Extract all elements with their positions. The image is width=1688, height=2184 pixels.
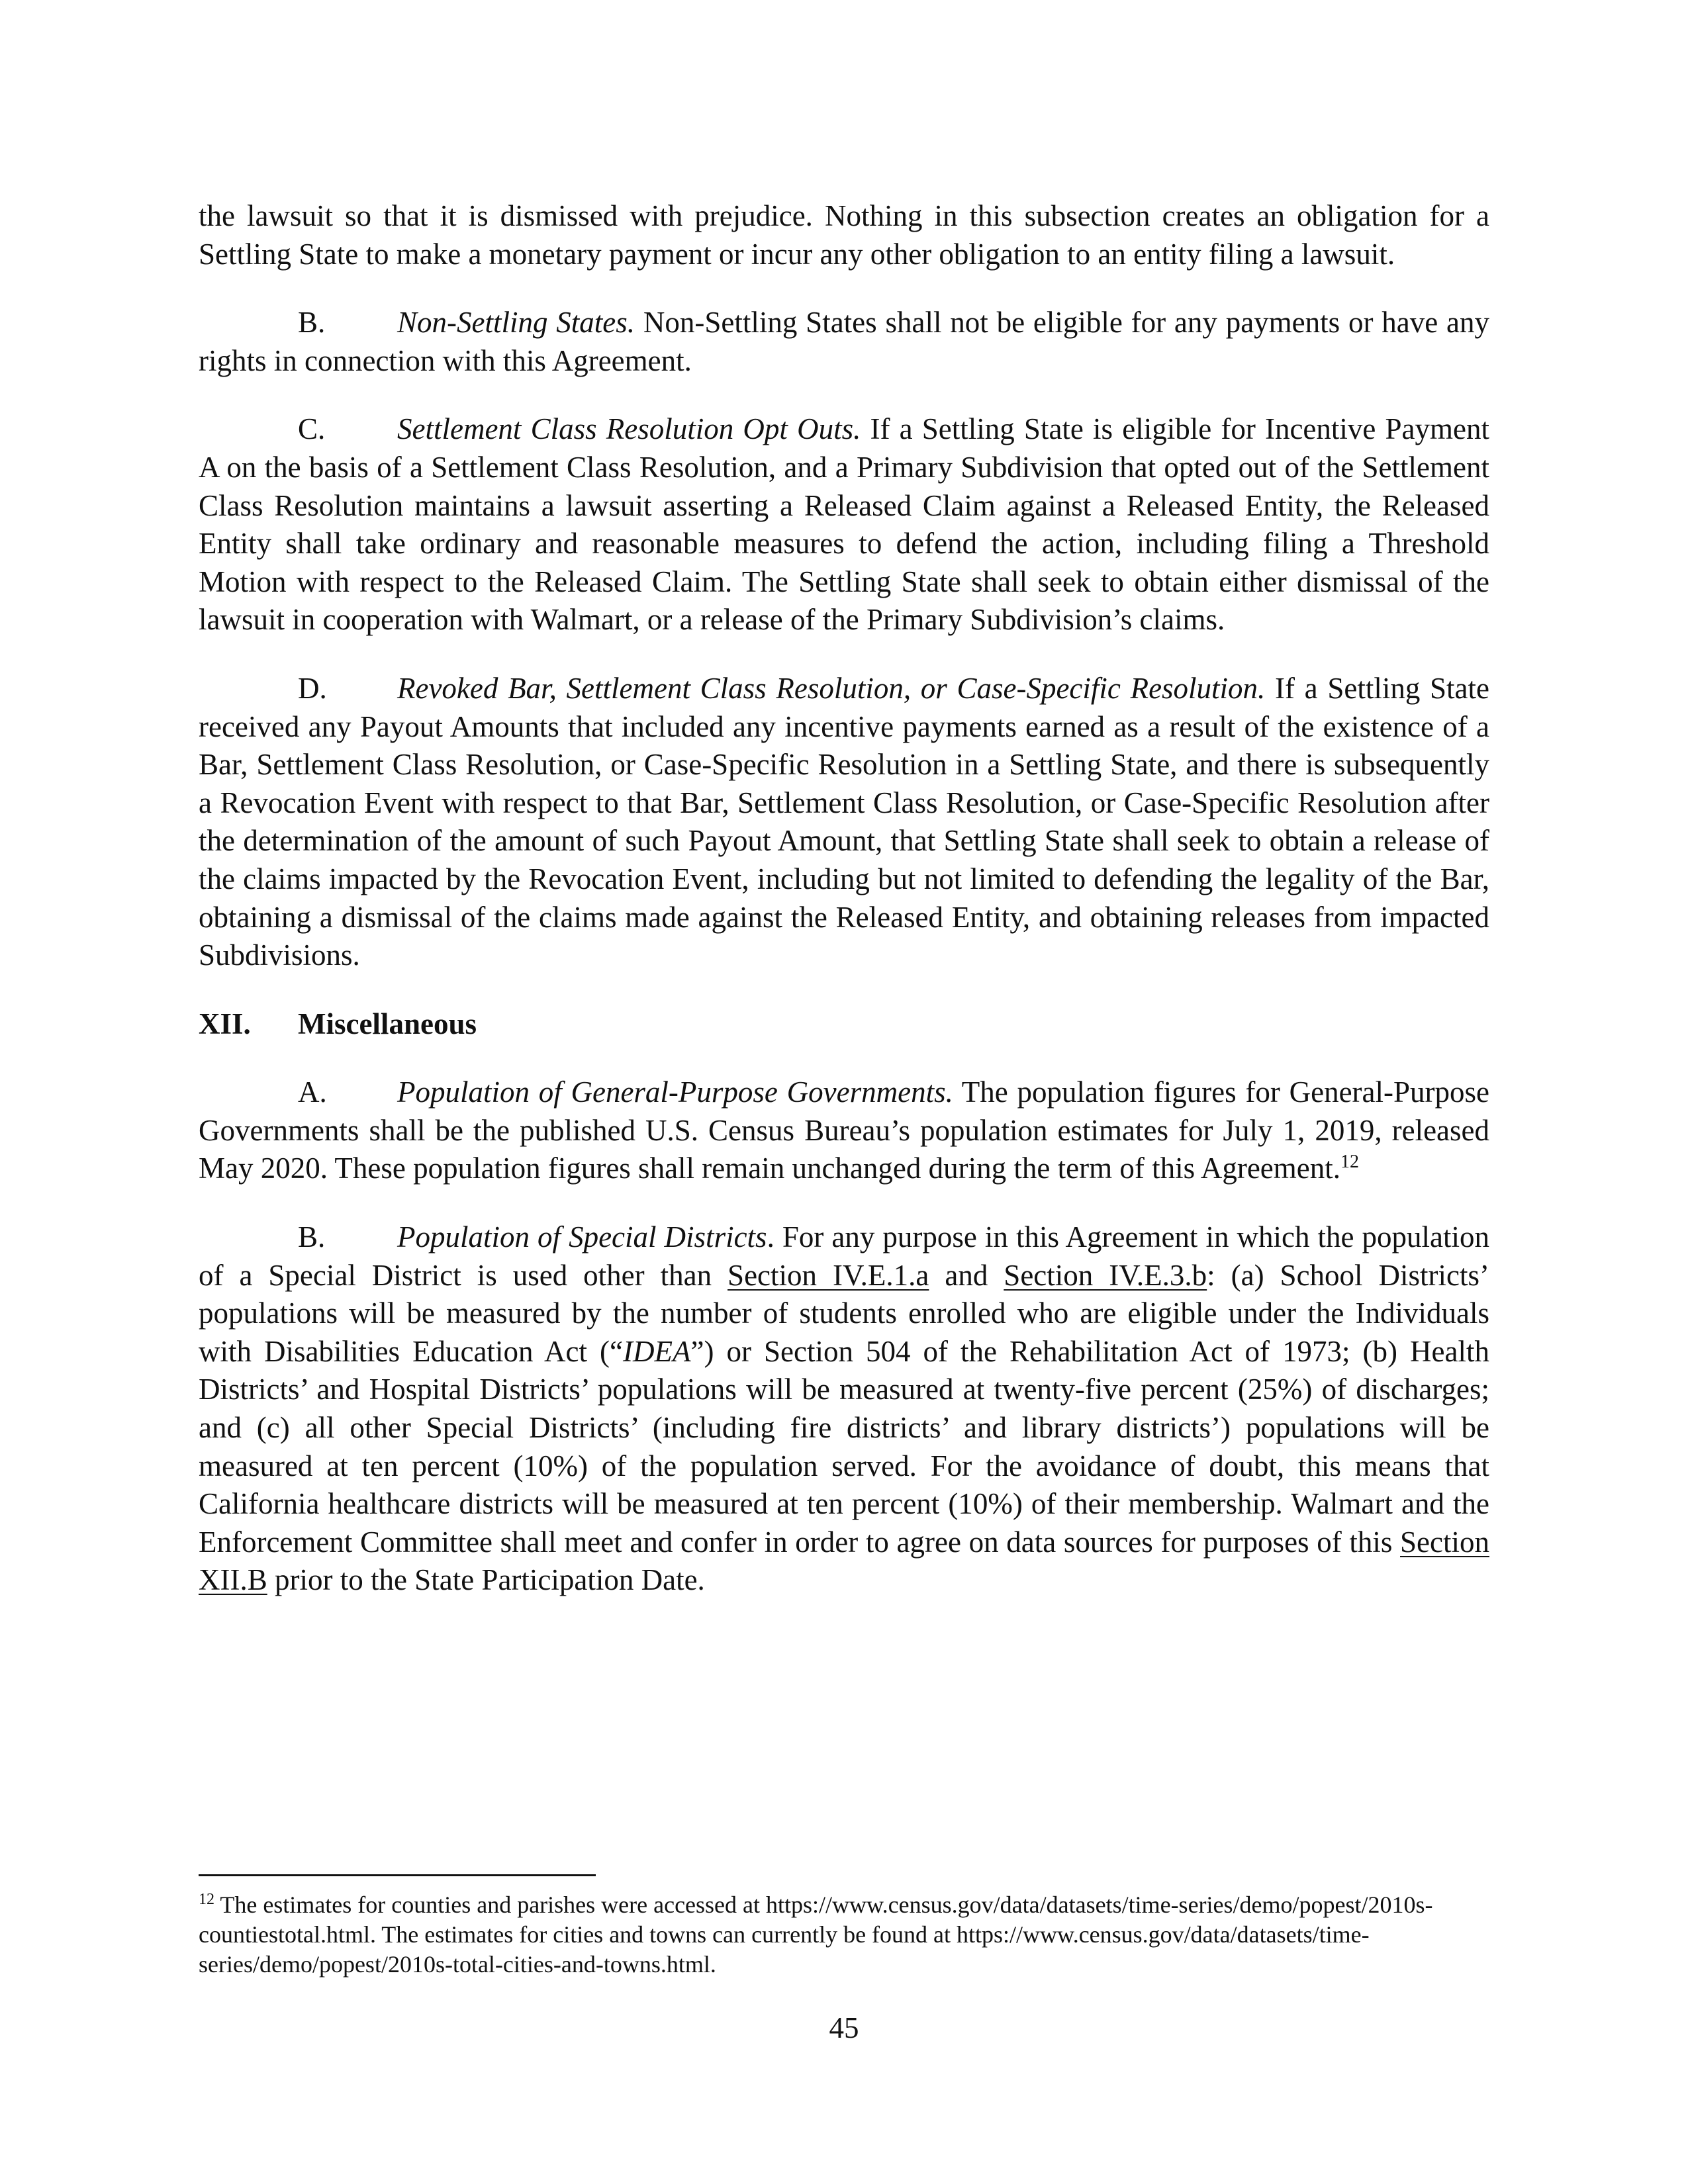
section-link-iv-e-1-a[interactable]: Section IV.E.1.a — [727, 1258, 929, 1292]
paragraph-label: A. — [298, 1075, 327, 1109]
section-a-population-general-purpose — [199, 1073, 1489, 1188]
paragraph-text: prior to the State Participation Date. — [267, 1563, 705, 1597]
paragraph-label: B. — [298, 1220, 326, 1254]
paragraph-label: C. — [298, 412, 326, 446]
section-heading-xii — [199, 1005, 1489, 1044]
paragraph-d-revoked-bar — [199, 670, 1489, 975]
idea-term: IDEA — [623, 1334, 691, 1368]
paragraph-c-opt-outs — [199, 410, 1489, 639]
section-link-xii-b[interactable]: Section XII.B — [199, 1525, 1489, 1597]
paragraph-title: Settlement Class Resolution Opt Outs. — [397, 412, 861, 446]
paragraph-text: : (a) School Districts’ populations will be measured by the number of students enrolled who are eligible under the Individuals with Disabilities Education Act (“ — [199, 1258, 1489, 1368]
section-title: Miscellaneous — [298, 1007, 477, 1040]
page-body — [199, 197, 1489, 1600]
paragraph-text: The population figures for General-Purpose Governments shall be the published U.S. Census Bureau’s population estimates for July 1, 2019, released May 2020. These population figures shall remain unchanged during the term of this Agreement. — [199, 1075, 1489, 1185]
paragraph-label: B. — [298, 306, 326, 340]
section-link-iv-e-3-b[interactable]: Section IV.E.3.b — [1004, 1258, 1207, 1292]
footnote-12 — [199, 1890, 1489, 1979]
paragraph-title: Non-Settling States. — [397, 306, 635, 340]
paragraph-text: If a Settling State is eligible for Incentive Payment A on the basis of a Settlement Class Resolution, and a Primary Subdivision that opted out of the Settlement Class Resolution maintains a lawsuit asserting a Released Claim against a Released Entity, the Released Entity shall take ordinary and reasonable measures to defend the action, including filing a Threshold Motion with respect to the Released Claim. The Settling State shall seek to obtain either dismissal of the lawsuit in cooperation with Walmart, or a release of the Primary Subdivision’s claims. — [199, 412, 1489, 637]
paragraph-text: . For any purpose in this Agreement in which the population of a Special District is used other than — [199, 1220, 1489, 1292]
footnote-text: The estimates for counties and parishes were accessed at https://www.census.gov/data/datasets/time-series/demo/popest/2010s-countiestotal.html. The estimates for cities and towns can currently be found at https://www.census.gov/data/datasets/time-series/demo/popest/2010s-total-cities-and-towns.html. — [199, 1891, 1433, 1978]
section-b-population-special-districts — [199, 1218, 1489, 1600]
paragraph-b-non-settling-states — [199, 304, 1489, 380]
paragraph-label: D. — [298, 671, 327, 705]
page-number: 45 — [829, 2011, 859, 2044]
paragraph-title: Revoked Bar, Settlement Class Resolution, or Case-Specific Resolution. — [397, 671, 1266, 705]
footnote-reference[interactable]: 12 — [1340, 1152, 1360, 1173]
paragraph-text: Non-Settling States shall not be eligible for any payments or have any rights in connection with this Agreement. — [199, 306, 1489, 377]
paragraph-title: Population of Special Districts — [397, 1220, 767, 1254]
continuation-paragraph: the lawsuit so that it is dismissed with prejudice. Nothing in this subsection creates an obligation for a Settling State to make a monetary payment or incur any other obligation to an entity filing a lawsuit. — [199, 199, 1489, 271]
section-number: XII. — [199, 1007, 251, 1040]
paragraph-text: ”) or Section 504 of the Rehabilitation Act of 1973; (b) Health Districts’ and Hospital Districts’ populations will be measured at twenty-five percent (25%) of discharges; and (c) all other Special Districts’ (including fire districts’ and library districts’) populations will be measured at ten percent (10%) of the population served. For the avoidance of doubt, this means that California healthcare districts will be measured at ten percent (10%) of their membership. Walmart and the Enforcement Committee shall meet and confer in order to agree on data sources for purposes of this — [199, 1334, 1490, 1559]
footnote-separator — [199, 1874, 596, 1876]
footnote-number: 12 — [199, 1891, 214, 1908]
paragraph-title: Population of General-Purpose Governments. — [397, 1075, 953, 1109]
paragraph-text: and — [929, 1258, 1004, 1292]
paragraph-text: If a Settling State received any Payout Amounts that included any incentive payments earned as a result of the existence of a Bar, Settlement Class Resolution, or Case-Specific Resolution in a Settling State, and there is subsequently a Revocation Event with respect to that Bar, Settlement Class Resolution, or Case-Specific Resolution after the determination of the amount of such Payout Amount, that Settling State shall seek to obtain a release of the claims impacted by the Revocation Event, including but not limited to defending the legality of the Bar, obtaining a dismissal of the claims made against the Released Entity, and obtaining releases from impacted Subdivisions. — [199, 671, 1489, 972]
